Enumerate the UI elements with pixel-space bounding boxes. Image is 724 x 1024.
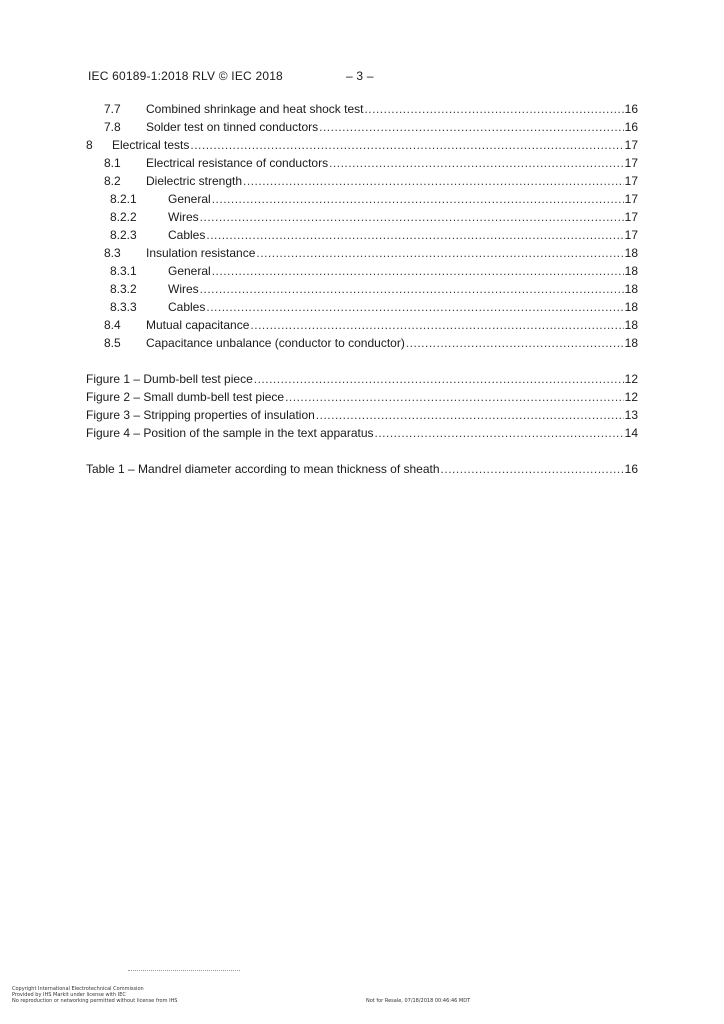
- toc-entry[interactable]: [86, 226, 638, 244]
- entry-number: 8.2.1: [110, 192, 137, 206]
- footer-resale-notice: Not for Resale, 07/18/2018 00:46:46 MDT: [366, 998, 471, 1004]
- entry-title: Mutual capacitance: [146, 318, 250, 332]
- entry-page-number: 17: [624, 210, 638, 224]
- toc-entry[interactable]: [86, 262, 638, 280]
- entry-page-number: 18: [624, 282, 638, 296]
- entry-title: Dielectric strength: [146, 174, 243, 188]
- entry-page-number: 18: [624, 246, 638, 260]
- page-number: – 3 –: [346, 69, 374, 83]
- entry-title: Solder test on tinned conductors: [146, 120, 319, 134]
- entry-title: Electrical tests: [112, 138, 190, 152]
- dot-leader: [364, 100, 623, 118]
- entry-page-number: 12: [624, 372, 638, 386]
- entry-title: Figure 1 – Dumb-bell test piece: [86, 372, 253, 386]
- copyright-footer: [12, 986, 177, 1004]
- dot-leader: [285, 388, 624, 406]
- entry-number: 8.3.1: [110, 264, 137, 278]
- entry-title: Cables: [168, 228, 206, 242]
- entry-number: 8.4: [104, 318, 121, 332]
- entry-title: Cables: [168, 300, 206, 314]
- entry-number: 8.3.2: [110, 282, 137, 296]
- footer-provided: Provided by IHS Markit under license with IEC: [12, 992, 126, 998]
- toc-entry[interactable]: [86, 100, 638, 118]
- table-of-contents: [86, 100, 638, 478]
- entry-page-number: 18: [624, 318, 638, 332]
- toc-entry[interactable]: [86, 316, 638, 334]
- entry-title: Capacitance unbalance (conductor to conductor): [146, 336, 405, 350]
- entry-title: Figure 2 – Small dumb-bell test piece: [86, 390, 285, 404]
- dot-leader: [256, 244, 623, 262]
- dot-leader: [190, 136, 623, 154]
- toc-entry[interactable]: [86, 172, 638, 190]
- dot-leader: [200, 208, 624, 226]
- toc-entry[interactable]: [86, 136, 638, 154]
- entry-page-number: 17: [624, 138, 638, 152]
- entry-number: 8.1: [104, 156, 121, 170]
- list-entry[interactable]: [86, 460, 638, 478]
- entry-number: 8: [86, 138, 93, 152]
- list-of-tables: [86, 460, 638, 478]
- dot-leader: [316, 406, 624, 424]
- toc-entry[interactable]: [86, 334, 638, 352]
- entry-title: Insulation resistance: [146, 246, 256, 260]
- toc-entry[interactable]: [86, 280, 638, 298]
- dot-leader: [319, 118, 624, 136]
- footer-reproduction: No reproduction or networking permitted without license from IHS: [12, 998, 178, 1004]
- entry-page-number: 18: [624, 300, 638, 314]
- toc-entry[interactable]: [86, 154, 638, 172]
- footer-copyright: Copyright International Electrotechnical Commission: [12, 986, 144, 992]
- entry-page-number: 12: [624, 390, 638, 404]
- dot-leader: [406, 334, 624, 352]
- dot-leader: [329, 154, 624, 172]
- list-entry[interactable]: [86, 406, 638, 424]
- entry-number: 8.2: [104, 174, 121, 188]
- toc-entry[interactable]: [86, 118, 638, 136]
- dot-leader: [212, 262, 624, 280]
- entry-number: 7.7: [104, 102, 121, 116]
- entry-number: 8.2.3: [110, 228, 137, 242]
- toc-entries: [86, 100, 638, 352]
- list-entry[interactable]: [86, 424, 638, 442]
- entry-number: 7.8: [104, 120, 121, 134]
- entry-title: Figure 3 – Stripping properties of insulation: [86, 408, 315, 422]
- entry-number: 8.3.3: [110, 300, 137, 314]
- page-header: [88, 69, 374, 83]
- toc-entry[interactable]: [86, 208, 638, 226]
- list-entry[interactable]: [86, 370, 638, 388]
- dot-leader: [200, 280, 624, 298]
- entry-number: 8.2.2: [110, 210, 137, 224]
- entry-title: Table 1 – Mandrel diameter according to mean thickness of sheath: [86, 462, 440, 476]
- toc-entry[interactable]: [86, 298, 638, 316]
- entry-title: Combined shrinkage and heat shock test: [146, 102, 364, 116]
- dot-leader: [375, 424, 624, 442]
- toc-entry[interactable]: [86, 190, 638, 208]
- entry-page-number: 14: [624, 426, 638, 440]
- dot-leader: [206, 226, 623, 244]
- entry-page-number: 18: [624, 336, 638, 350]
- entry-title: Wires: [168, 210, 199, 224]
- entry-page-number: 17: [624, 192, 638, 206]
- entry-page-number: 17: [624, 156, 638, 170]
- entry-page-number: 17: [624, 228, 638, 242]
- toc-entry[interactable]: [86, 244, 638, 262]
- dot-leader: [212, 190, 624, 208]
- entry-title: General: [168, 192, 211, 206]
- dot-leader: [441, 460, 624, 478]
- entry-page-number: 16: [624, 120, 638, 134]
- entry-title: Electrical resistance of conductors: [146, 156, 329, 170]
- dot-leader: [254, 370, 624, 388]
- entry-number: 8.3: [104, 246, 121, 260]
- dot-leader: [206, 298, 623, 316]
- entry-number: 8.5: [104, 336, 121, 350]
- list-entry[interactable]: [86, 388, 638, 406]
- entry-page-number: 17: [624, 174, 638, 188]
- document-id: IEC 60189-1:2018 RLV © IEC 2018: [88, 69, 283, 83]
- list-of-figures: [86, 370, 638, 442]
- entry-title: Wires: [168, 282, 199, 296]
- entry-title: Figure 4 – Position of the sample in the text apparatus: [86, 426, 374, 440]
- dot-leader: [243, 172, 624, 190]
- dot-leader: [250, 316, 623, 334]
- entry-page-number: 18: [624, 264, 638, 278]
- entry-page-number: 13: [624, 408, 638, 422]
- footer-divider: [128, 970, 240, 971]
- entry-page-number: 16: [624, 102, 638, 116]
- entry-page-number: 16: [624, 462, 638, 476]
- entry-title: General: [168, 264, 211, 278]
